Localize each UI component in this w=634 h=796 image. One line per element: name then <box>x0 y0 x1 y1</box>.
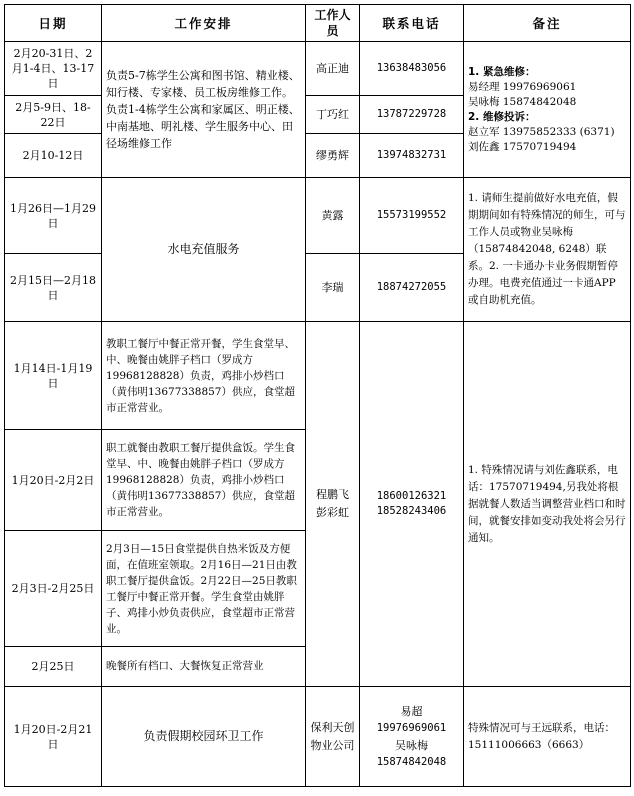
header-date: 日期 <box>5 5 102 42</box>
work-cell-maintenance: 负责5-7栋学生公寓和图书馆、精业楼、知行楼、专家楼、员工板房维修工作。负责1-4栋学生公寓和家属区、明正楼、中南基地、明礼楼、学生服务中心、田径场维修工作 <box>102 42 306 178</box>
date-cell: 1月14日-1月19日 <box>5 322 102 430</box>
staff-cell-catering: 程鹏飞 彭彩虹 <box>306 322 360 687</box>
contact-name: 吴咏梅 <box>395 738 428 752</box>
staff-cell: 丁巧红 <box>306 96 360 134</box>
phone-cell-catering <box>360 322 464 687</box>
note-line: 刘佐鑫 17570719494 <box>468 140 577 153</box>
header-staff: 工作人员 <box>306 5 360 42</box>
note-line: 易经理 19976969061 <box>468 80 577 93</box>
header-note: 备注 <box>464 5 631 42</box>
phone-cell: 13787229728 <box>360 96 464 134</box>
work-cell-catering: 教职工餐厅中餐正常开餐，学生食堂早、中、晚餐由姚胖子档口（罗成方 19968128828）负责，鸡排小炒档口（黄伟明13677338857）供应，食堂超市正常营业。 <box>102 322 306 430</box>
work-cell-catering: 晚餐所有档口、大餐恢复正常营业 <box>102 647 306 687</box>
date-cell: 2月15日—2月18日 <box>5 254 102 322</box>
date-cell: 2月25日 <box>5 647 102 687</box>
table-row <box>5 42 631 96</box>
phone-number: 19976969061 <box>376 721 447 734</box>
staff-cell: 高正迪 <box>306 42 360 96</box>
work-cell-catering: 职工就餐由教职工餐厅提供盒饭。学生食堂早、中、晚餐由姚胖子档口（罗成方 19968128828）负责，鸡排小炒档口（黄伟明13677338857）供应，食堂超市正常营业。 <box>102 430 306 531</box>
phone-cell: 18874272055 <box>360 254 464 322</box>
note-line: 赵立军 13975852333 (6371) <box>468 125 615 138</box>
note-cell-catering: 1. 特殊情况请与刘佐鑫联系，电话：17570719494,另我处将根据就餐人数适当调整营业档口和时间，就餐安排如变动我处将会另行通知。 <box>464 322 631 687</box>
phone-cell: 13974832731 <box>360 134 464 178</box>
work-cell-catering: 2月3日—15日食堂提供自热米饭及方便面，在值班室领取。2月16日—21日由教职工餐厅提供盒饭。2月22日—25日教职工餐厅中餐正常开餐。学生食堂由姚胖子、鸡排小炒负责供应，食堂超市正常营业。 <box>102 531 306 647</box>
duty-schedule-table <box>4 4 631 787</box>
staff-cell: 缪勇辉 <box>306 134 360 178</box>
note-cell-sanitation: 特殊情况可与王远联系，电话：15111006663（6663） <box>464 687 631 787</box>
date-cell: 1月20日-2月2日 <box>5 430 102 531</box>
note-cell-maintenance <box>464 42 631 178</box>
work-cell-sanitation: 负责假期校园环卫工作 <box>102 687 306 787</box>
header-phone: 联系电话 <box>360 5 464 42</box>
header-row <box>5 5 631 42</box>
phone-number: 15874842048 <box>376 755 447 768</box>
phone-cell-sanitation <box>360 687 464 787</box>
phone-cell: 13638483056 <box>360 42 464 96</box>
note-line: 吴咏梅 15874842048 <box>468 95 577 108</box>
date-cell: 2月20-31日、2月1-4日、13-17日 <box>5 42 102 96</box>
date-cell: 1月26日—1月29日 <box>5 178 102 254</box>
work-cell-utilities: 水电充值服务 <box>102 178 306 322</box>
note-heading-complaint: 2. 维修投诉： <box>468 110 536 123</box>
contact-name: 易超 <box>400 704 423 718</box>
table-row <box>5 687 631 787</box>
table-row <box>5 322 631 430</box>
date-cell: 2月10-12日 <box>5 134 102 178</box>
phone-number: 18528243406 <box>376 505 447 517</box>
staff-cell-sanitation: 保利天创物业公司 <box>306 687 360 787</box>
note-cell-utilities: 1. 请师生提前做好水电充值，假期期间如有特殊情况的师生，可与工作人员或物业吴咏梅（15874842048, 6248）联系。2. 一卡通办卡业务假期暂停办理。电费充值通过一卡通APP或自助机充值。 <box>464 178 631 322</box>
staff-cell: 李瑞 <box>306 254 360 322</box>
phone-number: 18600126321 <box>376 490 447 502</box>
phone-cell: 15573199552 <box>360 178 464 254</box>
header-work: 工作安排 <box>102 5 306 42</box>
note-heading-emergency: 1. 紧急维修： <box>468 65 536 78</box>
staff-cell: 黄露 <box>306 178 360 254</box>
date-cell: 2月3日-2月25日 <box>5 531 102 647</box>
date-cell: 2月5-9日、18-22日 <box>5 96 102 134</box>
table-row <box>5 178 631 254</box>
date-cell: 1月20日-2月21日 <box>5 687 102 787</box>
